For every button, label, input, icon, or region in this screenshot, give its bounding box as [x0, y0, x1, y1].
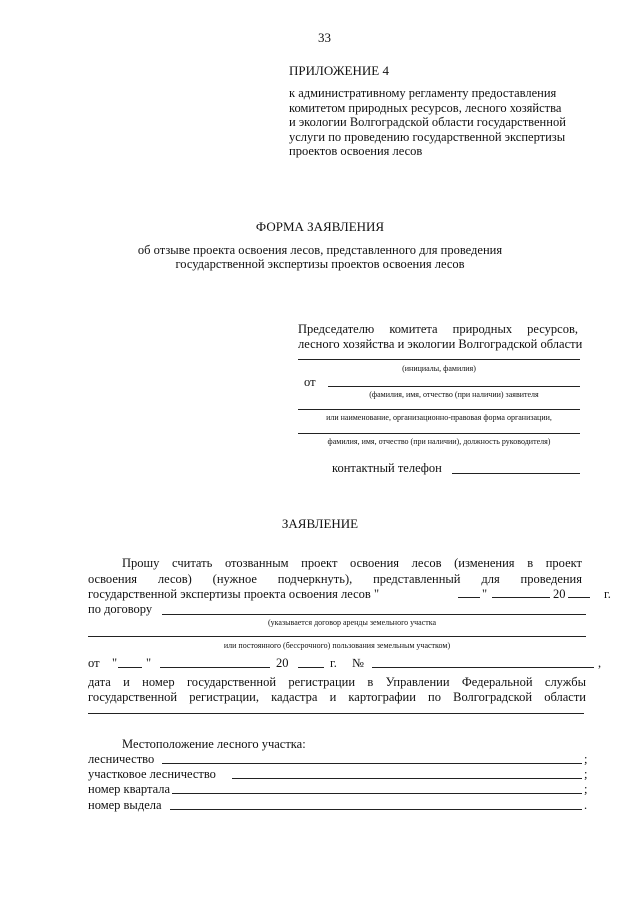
- appendix-line: услуги по проведению государственной экспертизы: [289, 129, 566, 144]
- form-subtitle: государственной экспертизы проектов освоения лесов: [175, 257, 465, 271]
- contract-field-2[interactable]: [88, 636, 586, 637]
- project-day-field[interactable]: [458, 597, 480, 598]
- form-title: ФОРМА ЗАЯВЛЕНИЯ: [255, 219, 385, 234]
- location-label: участковое лесничество: [88, 767, 216, 781]
- initials-hint: (инициалы, фамилия): [402, 364, 476, 373]
- contract-day-field[interactable]: [118, 667, 142, 668]
- project-month-field[interactable]: [492, 597, 550, 598]
- contract-hint: (указывается договор аренды земельного участка: [268, 618, 437, 627]
- number-sign: №: [352, 656, 364, 670]
- year-suffix: г.: [330, 656, 337, 670]
- statement-line: государственной экспертизы проекта освоения лесов ": [88, 587, 380, 601]
- from-label: от: [304, 375, 316, 389]
- appendix-line: к административному регламенту предоставления: [289, 86, 557, 100]
- head-hint: фамилия, имя, отчество (при наличии), должность руководителя): [327, 437, 551, 446]
- applicant-field-3[interactable]: [298, 433, 580, 434]
- quote-close: ": [482, 587, 488, 601]
- addressee-line: Председателю комитета природных ресурсов,: [298, 322, 578, 336]
- field-end: ;: [584, 782, 588, 796]
- location-label: номер квартала: [88, 782, 171, 796]
- field-end: .: [584, 798, 588, 812]
- contract-year-field[interactable]: [298, 667, 324, 668]
- statement-title: ЗАЯВЛЕНИЕ: [281, 516, 359, 531]
- location-label: номер выдела: [88, 798, 162, 812]
- registration-field[interactable]: [88, 713, 584, 714]
- contract-label: по договору: [88, 602, 153, 616]
- registration-line: государственной регистрации, кадастра и картографии по Волгоградской области: [88, 690, 586, 704]
- district-forestry-field[interactable]: [232, 778, 582, 779]
- field-end: ;: [584, 767, 588, 781]
- contract-month-field[interactable]: [160, 667, 270, 668]
- initials-field[interactable]: [298, 359, 580, 360]
- year-prefix: 20: [553, 587, 566, 601]
- appendix-line: проектов освоения лесов: [289, 144, 423, 158]
- year-suffix: г.: [604, 587, 611, 601]
- applicant-field-2[interactable]: [298, 409, 580, 410]
- addressee-line: лесного хозяйства и экологии Волгоградской области: [298, 337, 583, 351]
- appendix-line: комитетом природных ресурсов, лесного хозяйства: [289, 100, 562, 115]
- forestry-field[interactable]: [162, 763, 582, 764]
- date-from-label: от: [88, 656, 100, 670]
- comma: ,: [598, 656, 602, 670]
- field-end: ;: [584, 752, 588, 766]
- contract-field[interactable]: [162, 614, 586, 615]
- quote-close: ": [146, 656, 152, 670]
- statement-line: Прошу считать отозванным проект освоения лесов (изменения в проект: [122, 556, 582, 570]
- appendix-text: [289, 86, 589, 159]
- org-hint: или наименование, организационно-правовая форма организации,: [326, 413, 552, 422]
- contract-number-field[interactable]: [372, 667, 594, 668]
- applicant-field[interactable]: [328, 386, 580, 387]
- applicant-hint: (фамилия, имя, отчество (при наличии) заявителя: [369, 390, 539, 399]
- quote-open: ": [112, 656, 118, 670]
- statement-line: освоения лесов) (нужное подчеркнуть), представленный для проведения: [88, 572, 582, 586]
- phone-label: контактный телефон: [332, 461, 442, 475]
- year-prefix: 20: [276, 656, 289, 670]
- registration-line: дата и номер государственной регистрации в Управлении Федеральной службы: [88, 675, 586, 689]
- page-number: 33: [318, 30, 331, 45]
- appendix-line: и экологии Волгоградской области государственной: [289, 115, 566, 129]
- phone-field[interactable]: [452, 473, 580, 474]
- allotment-number-field[interactable]: [170, 809, 582, 810]
- appendix-title: ПРИЛОЖЕНИЕ 4: [289, 63, 389, 78]
- form-subtitle: об отзыве проекта освоения лесов, представленного для проведения: [137, 243, 503, 257]
- contract-hint: или постоянного (бессрочного) пользования земельным участком): [223, 641, 451, 650]
- quarter-number-field[interactable]: [172, 793, 582, 794]
- location-label: лесничество: [88, 752, 155, 766]
- project-year-field[interactable]: [568, 597, 590, 598]
- location-title: Местоположение лесного участка:: [122, 737, 306, 751]
